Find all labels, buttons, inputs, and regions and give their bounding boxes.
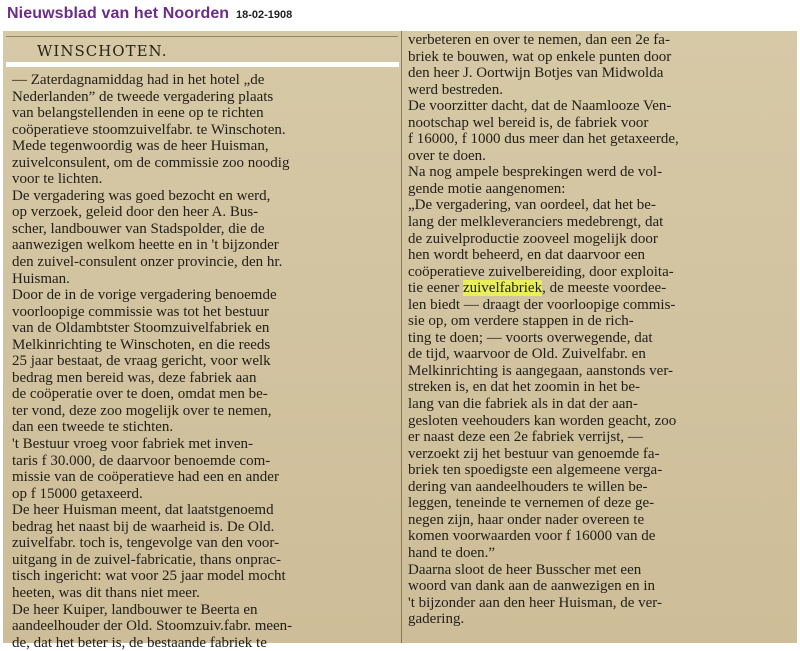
text-line: op verzoek, geleid door den heer A. Bus- (12, 204, 259, 221)
text-line: De vergadering was goed bezocht en werd, (12, 187, 271, 204)
highlight-line-tail: , de meeste voordee- (542, 280, 667, 297)
text-line: Door de in de vorige vergadering benoemde (12, 287, 277, 304)
text-line: scher, landbouwer van Stadspolder, die de (12, 220, 265, 237)
text-line: Melkinrichting is aangegaan, aanstonds ver- (408, 362, 674, 379)
text-line: bedrag men bereid was, deze fabriek aan (12, 369, 257, 386)
text-line: den heer J. Oortwijn Botjes van Midwolda (408, 65, 664, 82)
text-line: gadering. (408, 611, 465, 628)
text-line: Huisman. (12, 270, 70, 287)
column-divider (401, 31, 402, 643)
text-line: lang der melkleveranciers medebrengt, dat (408, 214, 664, 231)
text-line: Na nog ampele besprekingen werd de vol- (408, 164, 663, 181)
text-line: tisch ingericht: wat voor 25 jaar model mocht (12, 568, 286, 585)
text-line: werd bestreden. (408, 81, 503, 98)
article-heading: WINSCHOTEN. (37, 42, 168, 60)
text-line: voor te lichten. (12, 171, 103, 188)
page-header (0, 0, 800, 30)
text-line: f 16000, f 1000 dus meer dan het getaxeerde, (408, 131, 679, 148)
text-line: negen zijn, haar onder nader overeen te (408, 511, 645, 528)
text-line: van belangstellenden in eene op te richten (12, 105, 264, 122)
text-line: over te doen. (408, 147, 486, 164)
text-line: coöperatieve zuivelbereiding, door exploita- (408, 263, 674, 280)
text-line: de zuivelproductie zooveel mogelijk door (408, 230, 658, 247)
text-line: gesloten veehouders kan worden geacht, zoo (408, 412, 677, 429)
text-line: dering van aandeelhouders te willen be- (408, 478, 648, 495)
text-line: leggen, teneinde te vernemen of deze ge- (408, 495, 655, 512)
text-line: ter vond, deze zoo mogelijk over te nemen, (12, 402, 272, 419)
text-line: briek te bouwen, wat op enkele punten door (408, 48, 672, 65)
publication-date: 18-02-1908 (236, 9, 293, 21)
text-line: uitgang in de zuivel-fabricatie, thans onprac- (12, 551, 282, 568)
text-line: op f 15000 getaxeerd. (12, 485, 143, 502)
text-line: De voorzitter dacht, dat de Naamlooze Ven- (408, 98, 672, 115)
text-line: len biedt — draagt der voorloopige commis- (408, 296, 676, 313)
text-line: zuivelfabr. toch is, tengevolge van den voor- (12, 535, 280, 552)
top-rule (6, 36, 398, 37)
text-line: er naast deze een 2e fabriek verrijst, — (408, 429, 643, 446)
text-line: taris f 30.000, de daarvoor benoemde com- (12, 452, 271, 469)
text-line: de tijd, waarvoor de Old. Zuivelfabr. en (408, 346, 646, 363)
text-line: Daarna sloot de heer Busscher met een (408, 561, 642, 578)
text-line: 't Bestuur vroeg voor fabriek met inven- (12, 436, 253, 453)
text-line: woord van dank aan de aanwezigen en in (408, 578, 655, 595)
text-line: De heer Kuiper, landbouwer te Beerta en (12, 601, 258, 618)
text-line: missie van de coöperatieve had een en ander (12, 469, 279, 486)
text-line: zuivelconsulent, om de commissie zoo noodig (12, 154, 290, 171)
text-line: gende motie aangenomen: (408, 180, 566, 197)
text-line: voorloopige commissie was tot het bestuur (12, 303, 270, 320)
text-line: verzoekt zij het bestuur van genoemde fa- (408, 445, 660, 462)
text-line: 25 jaar bestaat, de vraag gericht, voor welk (12, 353, 271, 370)
text-line: heeten, was dit thans niet meer. (12, 584, 200, 601)
text-line: — Zaterdagnamiddag had in het hotel „de (12, 72, 265, 88)
text-line: 't bijzonder aan den heer Huisman, de ver- (408, 594, 662, 611)
heading-underline-strip (6, 62, 399, 67)
text-line: briek ten spoedigste een algemeene verga- (408, 462, 663, 479)
text-line: hand te doen.” (408, 544, 496, 561)
text-line: van de Oldambtster Stoomzuivelfabriek en (12, 320, 270, 337)
text-line: De heer Huisman meent, dat laatstgenoemd (12, 502, 274, 519)
text-line: aanwezigen welkom heette en in 't bijzonder (12, 237, 279, 254)
newspaper-title: Nieuwsblad van het Noorden (7, 5, 230, 22)
text-line: den zuivel-consulent onzer provincie, den hr. (12, 254, 283, 271)
text-line: aandeelhouder der Old. Stoomzuiv.fabr. meen- (12, 618, 293, 635)
text-line: ting te doen; — voorts overwegende, dat (408, 329, 653, 346)
text-line: bedrag het naast bij de waarheid is. De Old. (12, 518, 275, 535)
text-line: hen wordt beheerd, en dat daarvoor een (408, 247, 645, 264)
text-line: de, dat het beter is, de bestaande fabriek te (12, 634, 267, 651)
text-line: lang van die fabriek als in dat der aan- (408, 396, 638, 413)
text-line: sie op, om verdere stappen in de rich- (408, 313, 634, 330)
highlighted-word: zuivelfabriek (462, 280, 543, 297)
text-line: tie eener zuivelfabriek, de meeste voordee- (408, 280, 667, 297)
text-line: Melkinrichting te Winschoten, en die reeds (12, 336, 271, 353)
text-line: de coöperatie over te doen, omdat men be- (12, 386, 268, 403)
text-line: dan een tweede te stichten. (12, 419, 174, 436)
text-line: streken is, en dat het zoomin in het be- (408, 379, 641, 396)
text-line: Nederlanden” de tweede vergadering plaats (12, 88, 274, 105)
text-line: coöperatieve stoomzuivelfabr. te Winschoten. (12, 121, 286, 138)
text-line: Mede tegenwoordig was de heer Huisman, (12, 138, 269, 155)
article-column-left (12, 72, 384, 651)
text-line: komen voorwaarden voor f 16000 van de (408, 528, 656, 545)
text-line: „De vergadering, van oordeel, dat het be- (408, 197, 656, 214)
text-line: verbeteren en over te nemen, dan een 2e fa- (408, 32, 670, 48)
text-line: nootschap wel bereid is, de fabriek voor (408, 114, 649, 131)
article-column-right (408, 32, 793, 628)
